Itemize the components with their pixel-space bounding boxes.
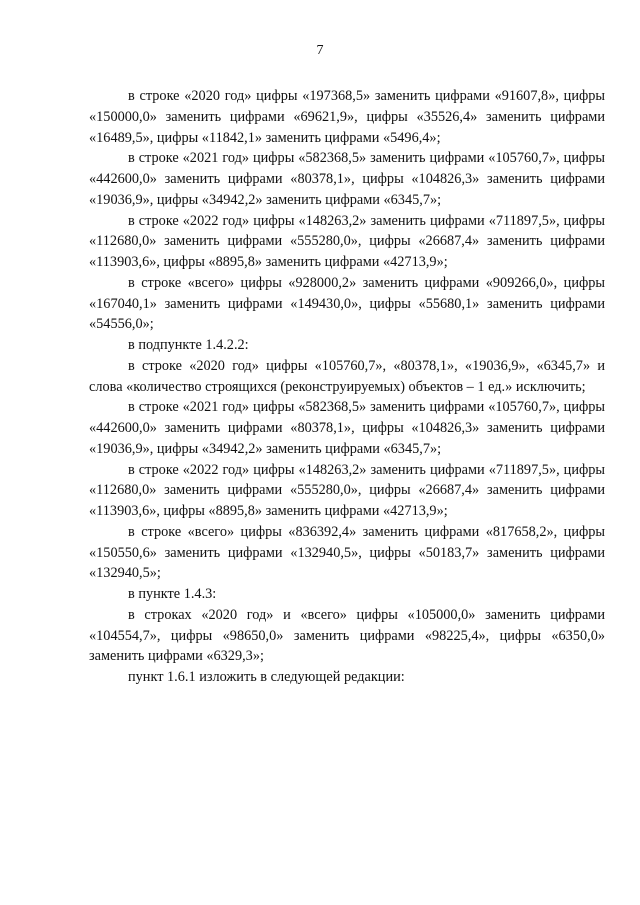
paragraph: в строке «всего» цифры «928000,2» заменить цифрами «909266,0», цифры «167040,1» заменить цифрами «149430,0», цифры «55680,1» заменить цифрами «54556,0»;	[89, 274, 605, 333]
paragraph: в строке «2022 год» цифры «148263,2» заменить цифрами «711897,5», цифры «112680,0» заменить цифрами «555280,0», цифры «26687,4» заменить цифрами «113903,6», цифры «8895,8» заменить цифрами «42713,9»;	[89, 461, 605, 519]
paragraph: в строках «2020 год» и «всего» цифры «105000,0» заменить цифрами «104554,7», цифры «98650,0» заменить цифрами «98225,4», цифры «6350,0» заменить цифрами «6329,3»;	[89, 606, 605, 665]
paragraph: в строке «2021 год» цифры «582368,5» заменить цифрами «105760,7», цифры «442600,0» заменить цифрами «80378,1», цифры «104826,3» заменить цифрами «19036,9», цифры «34942,2» заменить цифрами «6345,7»;	[89, 150, 605, 208]
paragraph: пункт 1.6.1 изложить в следующей редакции:	[128, 669, 405, 685]
document-body	[89, 86, 605, 688]
paragraph: в строке «2022 год» цифры «148263,2» заменить цифрами «711897,5», цифры «112680,0» заменить цифрами «555280,0», цифры «26687,4» заменить цифрами «113903,6», цифры «8895,8» заменить цифрами «42713,9»;	[89, 212, 605, 270]
page-number: 7	[316, 43, 324, 58]
paragraph: в строке «всего» цифры «836392,4» заменить цифрами «817658,2», цифры «150550,6» заменить цифрами «132940,5», цифры «50183,7» заменить цифрами «132940,5»;	[89, 523, 605, 582]
paragraph: в строке «2020 год» цифры «197368,5» заменить цифрами «91607,8», цифры «150000,0» заменить цифрами «69621,9», цифры «35526,4» заменить цифрами «16489,5», цифры «11842,1» заменить цифрами «5496,4»;	[89, 88, 605, 146]
paragraph: в строке «2021 год» цифры «582368,5» заменить цифрами «105760,7», цифры «442600,0» заменить цифрами «80378,1», цифры «104826,3» заменить цифрами «19036,9», цифры «34942,2» заменить цифрами «6345,7»;	[89, 399, 605, 457]
paragraph: в строке «2020 год» цифры «105760,7», «80378,1», «19036,9», «6345,7» и слова «количество строящихся (реконструируемых) объектов – 1 ед.» исключить;	[89, 357, 605, 395]
section-heading: в подпункте 1.4.2.2:	[128, 337, 249, 353]
section-heading: в пункте 1.4.3:	[128, 586, 217, 602]
